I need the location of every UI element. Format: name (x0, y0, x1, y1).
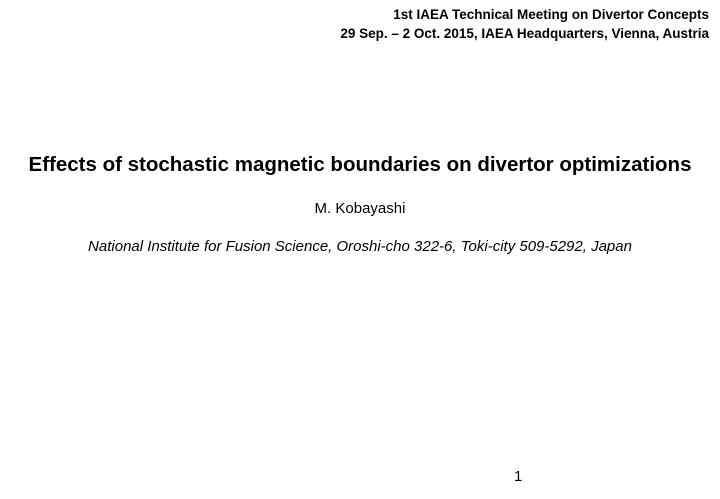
conference-date-location: 29 Sep. – 2 Oct. 2015, IAEA Headquarters, Vienna, Austria (340, 26, 709, 41)
page-number: 1 (514, 468, 523, 485)
author-name: M. Kobayashi (314, 200, 406, 217)
conference-name: 1st IAEA Technical Meeting on Divertor Concepts (393, 7, 709, 22)
author-affiliation: National Institute for Fusion Science, Oroshi-cho 322-6, Toki-city 509-5292, Japan (88, 238, 632, 255)
slide-title: Effects of stochastic magnetic boundaries on divertor optimizations (28, 153, 692, 176)
conference-header (340, 5, 709, 43)
